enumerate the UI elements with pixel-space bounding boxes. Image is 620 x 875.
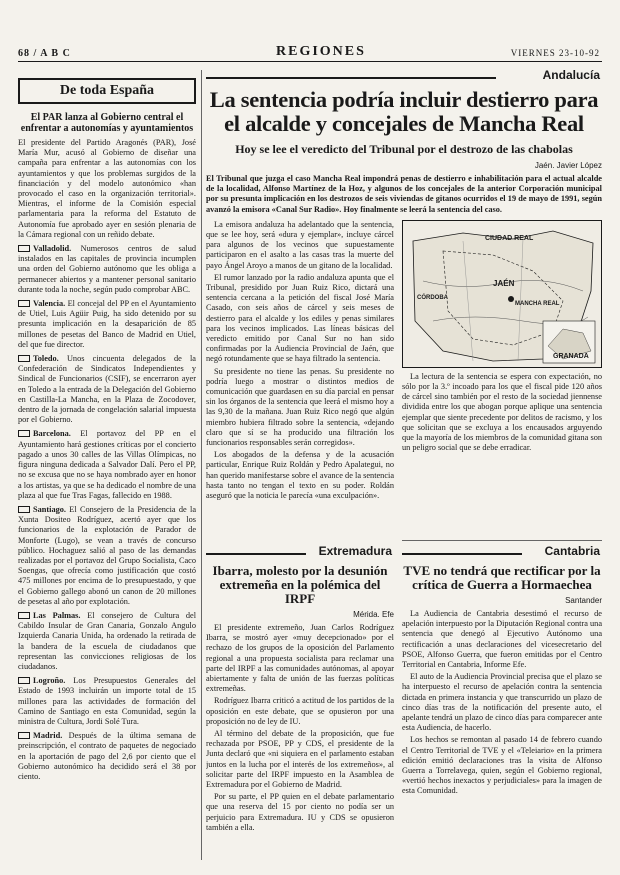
briefs-intro: El presidente del Partido Aragonés (PAR), José María Mur, acusó al Gobierno de diseñar una campaña para enfrentar a las autonomías con los ayuntamientos y que los problemas surgidos de la financiación y del modelo autonómico «han provocado el caso en la organización territorial». Mientras, el informe de la Comisión especial parlamentaria para la reforma del Estatuto de Autonomía fue aprobado ayer en sesión plenaria de la Cámara regional con un reñido debate.	[18, 138, 196, 239]
brief-item	[18, 354, 196, 425]
brief-item	[18, 676, 196, 727]
section-title: REGIONES	[276, 44, 366, 59]
bullet-box-icon	[18, 355, 30, 362]
bullet-box-icon	[18, 677, 30, 684]
brief-text: El Consejero de la Presidencia de la Xunta Dositeo Rodríguez, acertó ayer que los funcionarios de la explotación de Parador de Monforte (Lugo), se vean a través de concurso público. Hochaguez salió al paso de las demandas realizadas por el portavoz del Grupo Socialista, Caco Soengas, que ofrecía como justificación que costó 475 millones por encima de lo presupuestado, y que el Gobierno gallego abonó un canon de 20 millones de pesetas al año por explotación.	[18, 504, 196, 606]
brief-text: Los Presupuestos Generales del Estado de 1993 incluirán un importe total de 15 millones para las actividades de formación del Camino de Santiago en esta Comunidad, según la ministra de Cultura, Jordi Solé Tura.	[18, 676, 196, 726]
main-paragraph: Los abogados de la defensa y de la acusación particular, Enrique Ruiz Roldán y Pedro Apalategui, no han querido manifestarse sobre el avance de la sentencia hasta tanto no tengan el texto en su poder. Roldán aseguró que la noticia le parecía «una exculpación».	[206, 450, 394, 501]
brief-text: El concejal del PP en el Ayuntamiento de Utiel, Luis Agüir Puig, ha sido detenido por su presunta implicación en la desaparición de 85 millones de pesetas del Banco de Madrid en Utiel, del que fue director.	[18, 299, 196, 349]
main-lede: El Tribunal que juzga el caso Mancha Real impondrá penas de destierro e inhabilitación para el actual alcalde de la localidad, Alfonso Martínez de la Hoz, y algunos de los concejales de la anterior Corporación municipal por su presunta implicación en los destrozos de seis viviendas de gitanos ocurridos el 19 de mayo de 1991, según avanzó la emisora «Canal Sur Radio». Hoy finalmente se leerá la sentencia del caso.	[206, 174, 602, 214]
cantabria-paragraph: El auto de la Audiencia Provincial precisa que el plazo se ha interpuesto el recurso de apelación contra la sentencia dictada en primera instancia y que transcurrido un plazo de cinco días tras de la notificación del presente auto, el apelante tendrá un plazo de cinco días para comparecer ante esta Audiencia, de hacerlo.	[402, 672, 602, 733]
brief-place: Barcelona.	[33, 429, 71, 439]
main-paragraph: La lectura de la sentencia se espera con expectación, no sólo por la 3.º incoado para los que el fiscal pide 120 años de cárcel sino también por el resto de la sociedad jiennense dividida entre los que abogan porque aplique una sentencia ejemplar que siente precedente por delitos de racismo, y los que solicitan que se excluya a los encausados arguyendo que la mayoría de los miembros de la comunidad gitana son un peligro social que se debe erradicar.	[402, 371, 602, 453]
bullet-box-icon	[18, 506, 30, 513]
bullet-box-icon	[18, 612, 30, 619]
bullet-box-icon	[18, 300, 30, 307]
main-body-right	[402, 220, 602, 456]
main-body-right-text	[402, 372, 602, 454]
bullet-box-icon	[18, 245, 30, 252]
brief-item	[18, 505, 196, 607]
extremadura-paragraph: Al término del debate de la proposición, que fue rechazada por PSOE, PP y CDS, el presidente de la Junta declaró que «ni siquiera en el parlamento estaban juntos en la lucha por el interés de los extremeños», al solicitar parte del IRPF impuesto en la Asamblea de Extremadura por el Gobierno de Madrid.	[206, 729, 394, 790]
section-label: Andalucía	[539, 70, 600, 82]
section-label: Cantabria	[541, 544, 600, 558]
brief-list	[18, 244, 196, 782]
main-body	[206, 218, 602, 501]
brief-item	[18, 429, 196, 500]
briefs-headline: El PAR lanza al Gobierno central el enfrentar a autonomías y ayuntamientos	[20, 112, 194, 134]
page-number: 68 / A B C	[18, 48, 71, 59]
brief-item	[18, 611, 196, 672]
cantabria-body	[402, 609, 602, 797]
page-header	[18, 46, 602, 62]
brief-place: Valencia.	[33, 299, 66, 309]
bullet-box-icon	[18, 430, 30, 437]
brief-place: Logroño.	[33, 676, 66, 686]
article-divider	[402, 540, 602, 541]
main-paragraph: La emisora andaluza ha adelantado que la sentencia, que se lee hoy, será «dura y ejemplar», incluye cárcel para algunos de los vecinos que supuestamente participaron en el asalto a las casas tras la muerte del payo Ángel Aroyo a manos de un gitano de la localidad.	[206, 219, 394, 270]
lower-section	[206, 546, 602, 866]
brief-place: Las Palmas.	[33, 610, 81, 620]
main-headline: La sentencia podría incluir destierro para el alcalde y concejales de Mancha Real	[209, 87, 599, 136]
region-map	[402, 220, 602, 368]
cantabria-headline: TVE no tendrá que rectificar por la crítica de Guerra a Hormaechea	[403, 563, 601, 592]
extremadura-paragraph: El presidente extremeño, Juan Carlos Rodríguez Ibarra, se mostró ayer «muy decepcionado» por el rechazo de los grupos de la oposición del Parlamento regional a una propuesta socialista para reclamar una parte del IRPF a las comunidades autónomas, al apoyar abiertamente y falta de unión de las fuerzas políticas extremeñas.	[206, 623, 394, 694]
bullet-box-icon	[18, 732, 30, 739]
brief-item	[18, 731, 196, 782]
brief-place: Madrid.	[33, 731, 63, 741]
brief-text: El consejero de Cultura del Cabildo Insular de Gran Canaria, Gonzalo Angulo Izquierda Canaria Unida, ha ordenado la retirada de la bandera de la escuela de ciudadanos que representan las convicciones religiosas de los ciudadanos.	[18, 610, 196, 671]
main-byline: Jaén. Javier López	[534, 161, 602, 170]
map-label-mancha-real: MANCHA REAL	[515, 300, 560, 307]
map-label-cordoba: CÓRDOBA	[417, 294, 448, 301]
map-label-ciudad-real: CIUDAD REAL	[485, 234, 534, 242]
brief-text: Numerosos centros de salud instalados en las capitales de provincia incumplen una orden del Gobierno autónomo que les obliga a permanecer abiertos y a mantener personal sanitario durante toda la noche, según pudo comprobar ABC.	[18, 244, 196, 294]
section-label: Extremadura	[315, 544, 392, 558]
brief-item	[18, 244, 196, 295]
main-column	[206, 70, 602, 870]
news-briefs-column	[18, 78, 196, 868]
briefs-box-title: De toda España	[18, 78, 196, 104]
section-tag-cantabria	[402, 546, 602, 560]
brief-text: Después de la última semana de preinscripción, el contrato de paquetes de negociado en la aportación de pago del 2,6 por ciento que el Gobierno autonómico ha decidido será el 38 por ciento.	[18, 731, 196, 781]
extremadura-body	[206, 623, 394, 833]
map-label-granada: GRANADA	[553, 352, 589, 360]
section-rule	[206, 77, 496, 79]
cantabria-article	[402, 546, 602, 799]
section-rule	[206, 553, 306, 555]
cantabria-byline: Santander	[565, 596, 602, 605]
column-divider	[201, 70, 202, 860]
brief-place: Toledo.	[33, 354, 59, 364]
main-paragraph: Su presidente no tiene las penas. Su presidente no podría luego a mostrar o distintos medios de comunicación que guardasen en su día parcial en pensar sin los órganos de la sentencia que leerá el mismo hoy a las 9,30 de la mañana. Juan Ruiz Rico negó que algún miembro hubiera filtrado sobre la sentencia, «dejando claro que sí se ha producido una filtración los funcionarios responsables serán corregidos».	[206, 366, 394, 448]
extremadura-paragraph: Rodríguez Ibarra criticó a actitud de los partidos de la oposición en este debate, que se opusieron por una proposición no de ley de IU.	[206, 696, 394, 726]
main-body-left	[206, 220, 394, 503]
brief-item	[18, 299, 196, 350]
section-rule	[402, 553, 522, 555]
cantabria-paragraph: Los hechos se remontan al pasado 14 de febrero cuando el Centro Territorial de TVE y el «Teleiario» en la primera edición emitió declaraciones tras la visita de Alfonso Guerra a Torrelavega, quien, según el Gobierno regional, «vertió hechos inexactos y perjudiciales» para la imagen de esta Comunidad.	[402, 735, 602, 796]
extremadura-paragraph: Por su parte, el PP quien en el debate parlamentario que una reserva del 15 por ciento no podía ser un perjuicio para Extremadura. IU y CDS se opusieron también a ella.	[206, 792, 394, 832]
brief-text: Unos cincuenta delegados de la Confederación de Sindicatos Independientes y Sindical de Funcionarios (CSIF), se encerraron ayer en Toledo a la entrada de la Delegación del Gobierno en Castilla-La Mancha, en la Plaza de Zocodover, dentro de la jornada de congelación salarial impuesta por el Gobierno.	[18, 354, 196, 425]
issue-date: VIERNES 23-10-92	[510, 48, 600, 58]
map-label-jaen: JAÉN	[493, 278, 515, 288]
extremadura-headline: Ibarra, molesto por la desunión extremeña en la polémica del IRPF	[212, 563, 388, 606]
brief-place: Valladolid.	[33, 244, 72, 254]
main-subhead: Hoy se lee el veredicto del Tribunal por el destrozo de las chabolas	[235, 142, 573, 156]
brief-text: El portavoz del PP en el Ayuntamiento hará gestiones críticas por el concierto pagado a unos 30 calles de las Villas Olímpicas, no figura ninguna dedicada a Salvador Dalí. Pero el PP, no se excusa que no se haya nombrado ayer en honor a los artistas, ya que se ha dedicado el nombre de una plaza al que fue Tras Fagas, fallecido en 1988.	[18, 429, 196, 500]
extremadura-article	[206, 546, 394, 835]
section-tag-andalucia	[206, 70, 602, 84]
extremadura-byline: Mérida. Efe	[353, 610, 394, 619]
cantabria-paragraph: La Audiencia de Cantabria desestimó el recurso de apelación interpuesto por la Diputación Regional contra una sentencia que denegó al Ejecutivo Autónomo una rectificación a unas declaraciones del vicesecretario del PSOE, Alfonso Guerra, que fueron emitidas por el Centro Territorial en Cantabria, Informe Efe.	[402, 609, 602, 670]
brief-place: Santiago.	[33, 504, 66, 514]
section-tag-extremadura	[206, 546, 394, 560]
main-paragraph: El rumor lanzado por la radio andaluza apunta que el Tribunal, presidido por Juan Ruiz Rico, dictará una sentencia cercana a la petición del fiscal José María Casado, con seis años de cárcel y seis meses de destierro para el alcalde y los ediles y penas similares para los vecinos implicados. Las líneas básicas del veredicto emitido por Canal Sur no han sido confirmadas por la Audiencia Provincial de Jaén, que negó rotundamente que se haya filtrado la sentencia.	[206, 272, 394, 364]
